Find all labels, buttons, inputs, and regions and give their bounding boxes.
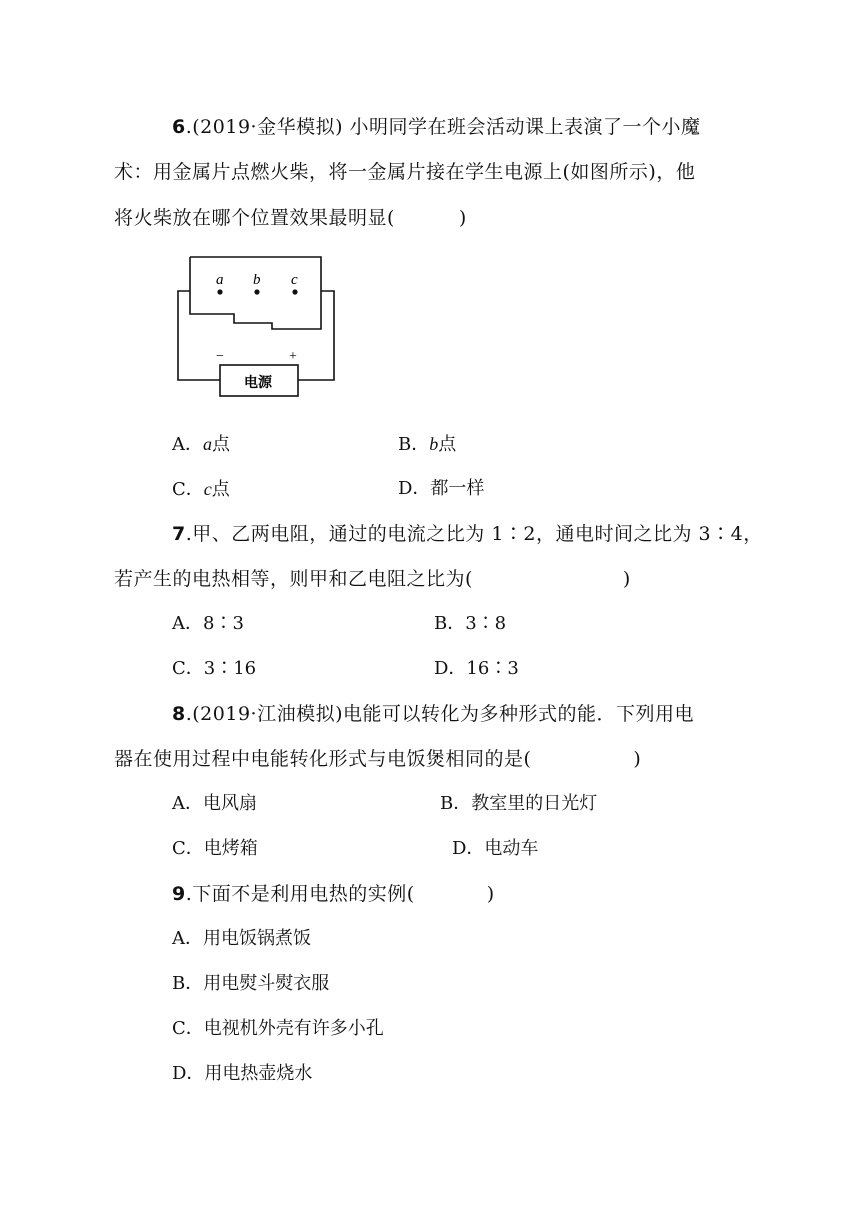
q8-text-1: .(2019·江油模拟)电能可以转化为多种形式的能．下列用电 [185, 703, 694, 725]
option-prefix: A． [172, 434, 203, 455]
option-text: 都一样 [430, 478, 485, 499]
q6-text-1: .(2019·金华模拟) 小明同学在班会活动课上表演了一个小魔 [185, 116, 701, 138]
circuit-diagram [174, 254, 344, 404]
plus-sign: + [289, 349, 297, 364]
q9-option-b: B．用电熨斗熨衣服 [172, 973, 330, 994]
point-a [217, 289, 222, 294]
q7-option-a: A．8∶3 [172, 613, 244, 634]
q7-text-2-end: ) [622, 568, 631, 590]
q6-text-2: 术：用金属片点燃火柴，将一金属片接在学生电源上(如图所示)，他 [114, 161, 696, 183]
q9-option-c: C．电视机外壳有许多小孔 [172, 1018, 384, 1039]
q6-line-2 [114, 160, 695, 184]
q8-line-2 [114, 747, 641, 771]
q7-line-2 [114, 567, 631, 591]
q9-number: 9 [172, 883, 186, 905]
wire-right [298, 291, 334, 380]
option-var: a [203, 434, 212, 454]
q8-text-2-end: ) [633, 748, 642, 770]
q8-number: 8 [172, 703, 186, 725]
q8-line-1 [172, 702, 694, 726]
wire-left [178, 291, 220, 380]
power-source-label: 电源 [244, 375, 272, 391]
q6-option-c [172, 477, 230, 502]
q9-text-1-end: ) [486, 883, 495, 905]
q8-text-2-start: 器在使用过程中电能转化形式与电饭煲相同的是( [114, 748, 532, 770]
q6-line-3 [114, 206, 467, 230]
q6-option-a [172, 432, 230, 457]
q9-option-d: D．用电热壶烧水 [172, 1063, 313, 1084]
q9-option-a: A．用电饭锅煮饭 [172, 928, 311, 949]
q7-text-2-start: 若产生的电热相等，则甲和乙电阻之比为( [114, 568, 473, 590]
q8-option-b: B．教室里的日光灯 [440, 793, 598, 814]
q8-option-d: D．电动车 [452, 838, 539, 859]
q6-option-b [398, 432, 456, 457]
q6-text-3-end: ) [458, 207, 467, 229]
label-b: b [253, 272, 261, 288]
option-var: b [429, 434, 439, 454]
q7-number: 7 [172, 523, 186, 545]
option-text: 点 [211, 479, 230, 500]
label-a: a [216, 272, 224, 288]
q6-line-1 [172, 115, 701, 139]
option-prefix: D． [398, 478, 431, 499]
label-c: c [291, 272, 298, 288]
q7-line-1 [172, 522, 763, 546]
q6-option-d [398, 477, 484, 501]
q7-option-b: B．3∶8 [434, 613, 507, 634]
option-var: c [203, 479, 212, 499]
option-text: 点 [438, 434, 457, 455]
point-b [254, 289, 259, 294]
q7-option-c: C．3∶16 [172, 658, 257, 679]
q6-text-3-start: 将火柴放在哪个位置效果最明显( [114, 207, 395, 229]
q6-number: 6 [172, 116, 186, 138]
q8-option-c: C．电烤箱 [172, 838, 258, 859]
q9-line-1 [172, 882, 495, 906]
q8-option-a: A．电风扇 [172, 793, 257, 814]
option-prefix: C． [172, 479, 204, 500]
q9-text-1-start: .下面不是利用电热的实例( [185, 883, 415, 905]
minus-sign: − [216, 349, 224, 364]
point-c [292, 289, 297, 294]
q7-option-d: D．16∶3 [434, 658, 519, 679]
option-prefix: B． [398, 434, 430, 455]
option-text: 点 [212, 434, 230, 455]
q7-text-1: .甲、乙两电阻，通过的电流之比为 1∶2，通电时间之比为 3∶4， [185, 523, 763, 545]
